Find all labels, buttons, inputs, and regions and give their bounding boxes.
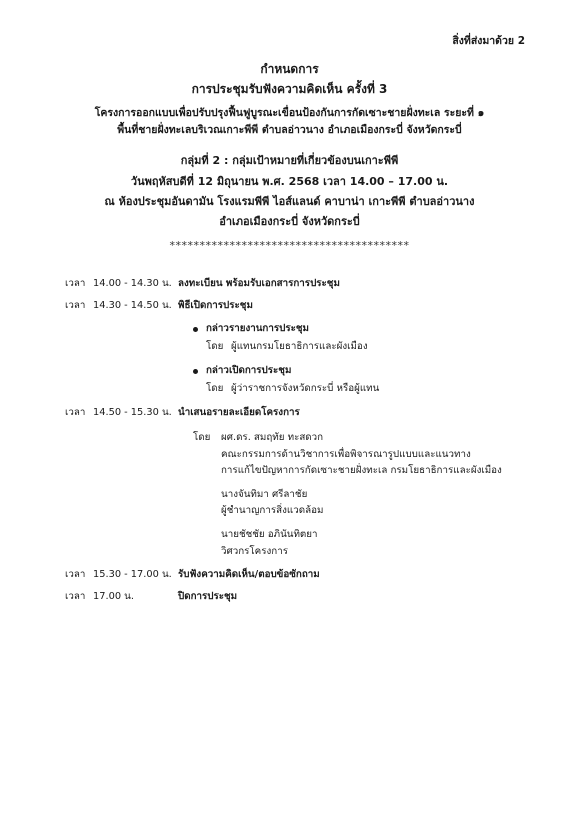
time-label: เวลา [65,569,86,580]
speaker: ผู้แทนกรมโยธาธิการและผังเมือง [231,341,368,352]
project-name-line2: พื้นที่ชายฝั่งทะเลบริเวณเกาะพีพี ตำบลอ่าวนาง อำเภอเมืองกระบี่ จังหวัดกระบี่ [117,124,462,136]
presenter-role: วิศวกรโครงการ [221,546,288,557]
bullet-icon [193,327,198,332]
agenda-item-title: นำเสนอรายละเอียดโครงการ [178,407,300,418]
speaker: ผู้ว่าราชการจังหวัดกระบี่ หรือผู้แทน [231,383,380,394]
time-label: เวลา [65,278,86,289]
agenda-item-title: รับฟังความคิดเห็น/ตอบข้อซักถาม [178,569,320,580]
time-range: 14.50 - 15.30 น. [93,407,172,418]
attachment-tag: สิ่งที่ส่งมาด้วย 2 [452,35,525,47]
bullet-icon [193,369,198,374]
time-range: 14.00 - 14.30 น. [93,278,172,289]
time-label: เวลา [65,300,86,311]
time-range: 14.30 - 14.50 น. [93,300,172,311]
agenda-item-title: ปิดการประชุม [178,591,238,602]
sub-item-title: กล่าวเปิดการประชุม [206,365,292,376]
by-label: โดย [206,341,224,352]
by-label: โดย [193,432,211,443]
meeting-venue-line1: ณ ห้องประชุมอันดามัน โรงแรมพีพี ไอส์แลนด์ คาบาน่า เกาะพีพี ตำบลอ่าวนาง [104,195,475,208]
time-label: เวลา [65,591,86,602]
time-range: 15.30 - 17.00 น. [93,569,172,580]
agenda-item-title: พิธีเปิดการประชุม [178,300,253,311]
time-label: เวลา [65,407,86,418]
time-range: 17.00 น. [93,591,134,602]
agenda-item-title: ลงทะเบียน พร้อมรับเอกสารการประชุม [178,278,340,289]
meeting-venue-line2: อำเภอเมืองกระบี่ จังหวัดกระบี่ [219,215,360,228]
separator: **************************************** [169,239,410,252]
document-title: กำหนดการ [260,62,319,76]
sub-item-title: กล่าวรายงานการประชุม [206,323,309,334]
presenter-role: ผู้ชำนาญการสิ่งแวดล้อม [221,505,324,516]
presenter-role: คณะกรรมการด้านวิชาการเพื่อพิจารณารูปแบบและแนวทาง [221,449,471,460]
by-label: โดย [206,383,224,394]
presenter-name: นายชัชชัย อภินันทิตยา [221,529,318,540]
presenter-name: นางจันทิมา ศรีลาชัย [221,489,308,500]
meeting-date: วันพฤหัสบดีที่ 12 มิถุนายน พ.ศ. 2568 เวลา 14.00 – 17.00 น. [130,175,449,188]
project-name-line1: โครงการออกแบบเพื่อปรับปรุงฟื้นฟูบูรณะเขื่อนป้องกันการกัดเซาะชายฝั่งทะเล ระยะที่ ๑ [94,107,485,119]
meeting-title: การประชุมรับฟังความคิดเห็น ครั้งที่ 3 [191,82,388,96]
presenter-name: ผศ.ดร. สมฤทัย ทะสดวก [221,432,324,443]
target-group: กลุ่มที่ 2 : กลุ่มเป้าหมายที่เกี่ยวข้องบนเกาะพีพี [180,154,399,167]
presenter-role: การแก้ไขปัญหาการกัดเซาะชายฝั่งทะเล กรมโยธาธิการและผังเมือง [221,465,502,476]
